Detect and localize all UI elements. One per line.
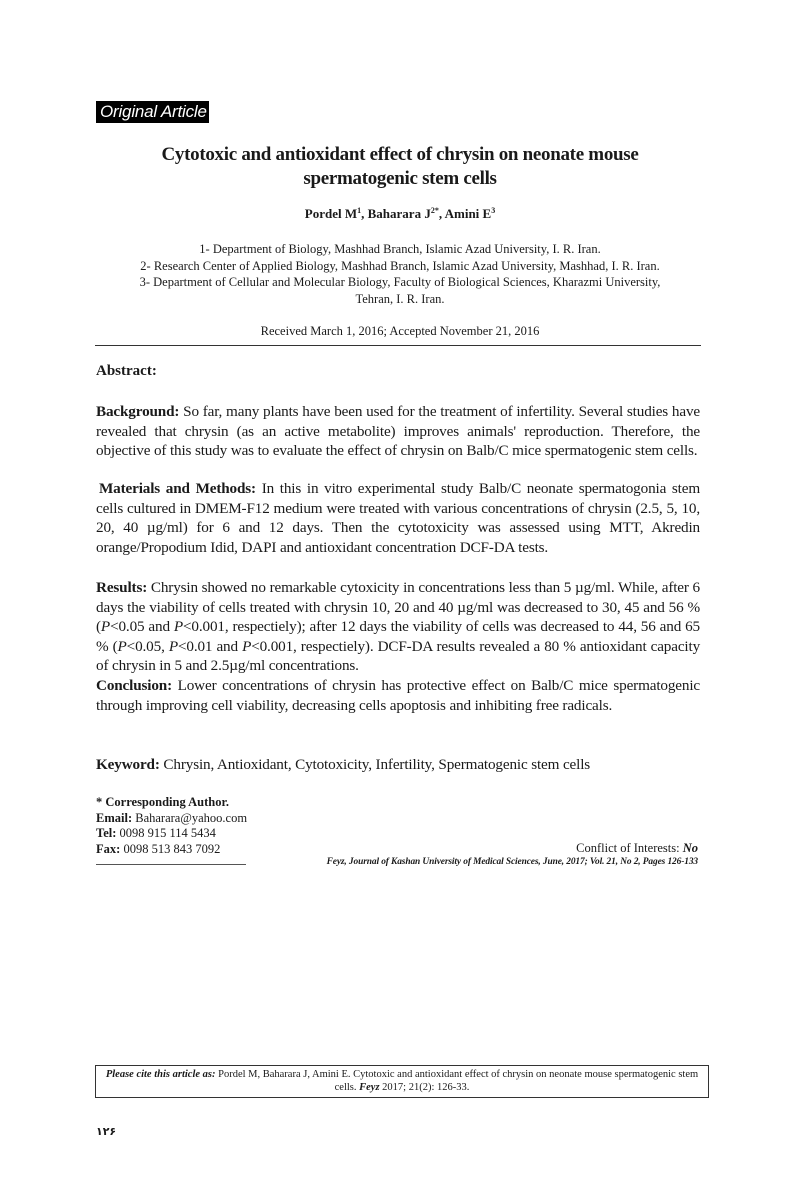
author-name: Amini E <box>444 206 492 221</box>
results-text: Chrysin showed no remarkable cytoxicity in concentrations less than 5 µg/ml. While, after 6 days the viability of cells treated with chrysin 10, 20 and 40 µg/ml was decreased to 30, 45 and 56 % ( <box>96 579 700 635</box>
affiliation-line: 2- Research Center of Applied Biology, Mashhad Branch, Islamic Azad University, Mashhad, I. R. Iran. <box>140 258 660 273</box>
p-value-symbol: P <box>117 637 127 655</box>
keyword-label: Keyword: <box>96 756 160 773</box>
background-label: Background: <box>96 403 180 420</box>
tel-value: 0098 915 114 5434 <box>116 826 216 840</box>
title-line-1: Cytotoxic and antioxidant effect of chrysin on neonate mouse <box>161 144 639 165</box>
affiliation-line: 3- Department of Cellular and Molecular Biology, Faculty of Biological Sciences, Kharazmi University, <box>139 275 661 289</box>
author-name: Baharara J <box>367 206 431 221</box>
conclusion-text: Lower concentrations of chrysin has protective effect on Balb/C mice spermatogenic through improving cell viability, decreasing cells apoptosis and inhibiting free radicals. <box>96 677 700 714</box>
tel-label: Tel: <box>96 826 117 840</box>
citation-journal: Feyz <box>359 1082 380 1093</box>
article-title <box>90 143 710 191</box>
abstract-results <box>96 578 700 676</box>
results-text: <0.01 and <box>177 637 243 655</box>
corresponding-author <box>96 795 247 857</box>
results-text: <0.001, respectiely). DCF-DA results revealed a 80 % antioxidant capacity of chrysin in 5 and 2.5µg/ml concentrations. <box>96 637 701 674</box>
fax-label: Fax: <box>96 841 121 856</box>
abstract-methods <box>96 479 700 557</box>
page-number: ۱۲۶ <box>96 1125 117 1138</box>
background-text: So far, many plants have been used for the treatment of infertility. Several studies have revealed that chrysin (as an active metabolite) improves animals' reproduction. Therefore, the objective of this study was to evaluate the effect of chrysin on Balb/C mice spermatogenic stem cells. <box>96 403 700 459</box>
keyword-list: Chrysin, Antioxidant, Cytotoxicity, Infertility, Spermatogenic stem cells <box>159 756 591 773</box>
abstract-heading: Abstract: <box>96 363 157 379</box>
fax-value: 0098 513 843 7092 <box>120 841 221 856</box>
author-name: Pordel M <box>304 206 358 221</box>
received-accepted-dates: Received March 1, 2016; Accepted November 21, 2016 <box>260 324 540 338</box>
footer-divider <box>96 864 246 865</box>
author-affiliation-mark: 3 <box>491 206 496 215</box>
p-value-symbol: P <box>168 637 178 655</box>
citation-text: Pordel M, Baharara J, Amini E. Cytotoxic and antioxidant effect of chrysin on neonate mouse spermatogenic stem cells. <box>215 1069 699 1093</box>
author-affiliation-mark: 1 <box>357 206 362 215</box>
p-value-symbol: P <box>242 637 252 655</box>
citation-text: 2017; 21(2): 126-33. <box>379 1082 470 1093</box>
citation-lead: Please cite this article as: <box>105 1069 216 1080</box>
corresponding-heading: * Corresponding Author. <box>96 795 230 809</box>
affiliation-line: Tehran, I. R. Iran. <box>355 291 445 306</box>
affiliation-line: 1- Department of Biology, Mashhad Branch, Islamic Azad University, I. R. Iran. <box>199 242 601 256</box>
abstract-background <box>96 402 700 461</box>
citation-box <box>95 1065 709 1098</box>
results-text: <0.05 and <box>110 618 174 635</box>
keywords <box>96 755 700 775</box>
header-divider <box>95 345 701 346</box>
methods-label: Materials and Methods: <box>99 480 256 497</box>
affiliations <box>90 241 710 307</box>
results-text: <0.001, respectiely); after 12 days the viability of cells was decreased to 44, 56 and 65 % ( <box>96 618 700 655</box>
author-list: Pordel $M^1$, Baharara $J^{2*}$, Amini $E^3$ <box>304 206 496 221</box>
title-line-2: spermatogenic stem cells <box>303 168 497 189</box>
p-value-symbol: P <box>100 618 111 635</box>
journal-footer: Feyz, Journal of Kashan University of Medical Sciences, June, 2017; Vol. 21, No 2, Pages 126-133 <box>326 857 698 867</box>
article-type-label: Original Article <box>96 101 209 123</box>
p-value-symbol: P <box>173 618 183 635</box>
conflict-of-interests <box>480 841 698 857</box>
abstract-conclusion <box>96 676 700 715</box>
author-affiliation-mark: 2* <box>430 206 439 215</box>
methods-text: In this in vitro experimental study Balb/C neonate spermatogonia stem cells cultured in DMEM-F12 medium were treated with various concentrations of chrysin (2.5, 5, 10, 20, 40 µg/ml) for 6 and 12 days. Then the cytotoxicity was assessed using MTT, Akredin orange/Propodium Idid, DAPI and antioxidant concentration DCF-DA tests. <box>96 480 700 556</box>
conflict-value: No <box>682 841 698 855</box>
email-label: Email: <box>96 810 133 825</box>
results-text: <0.05, <box>126 637 169 655</box>
email-value: Baharara@yahoo.com <box>132 810 248 825</box>
conflict-label: Conflict of Interests: <box>576 841 683 855</box>
conclusion-label: Conclusion: <box>96 677 172 694</box>
results-label: Results: <box>96 579 148 596</box>
